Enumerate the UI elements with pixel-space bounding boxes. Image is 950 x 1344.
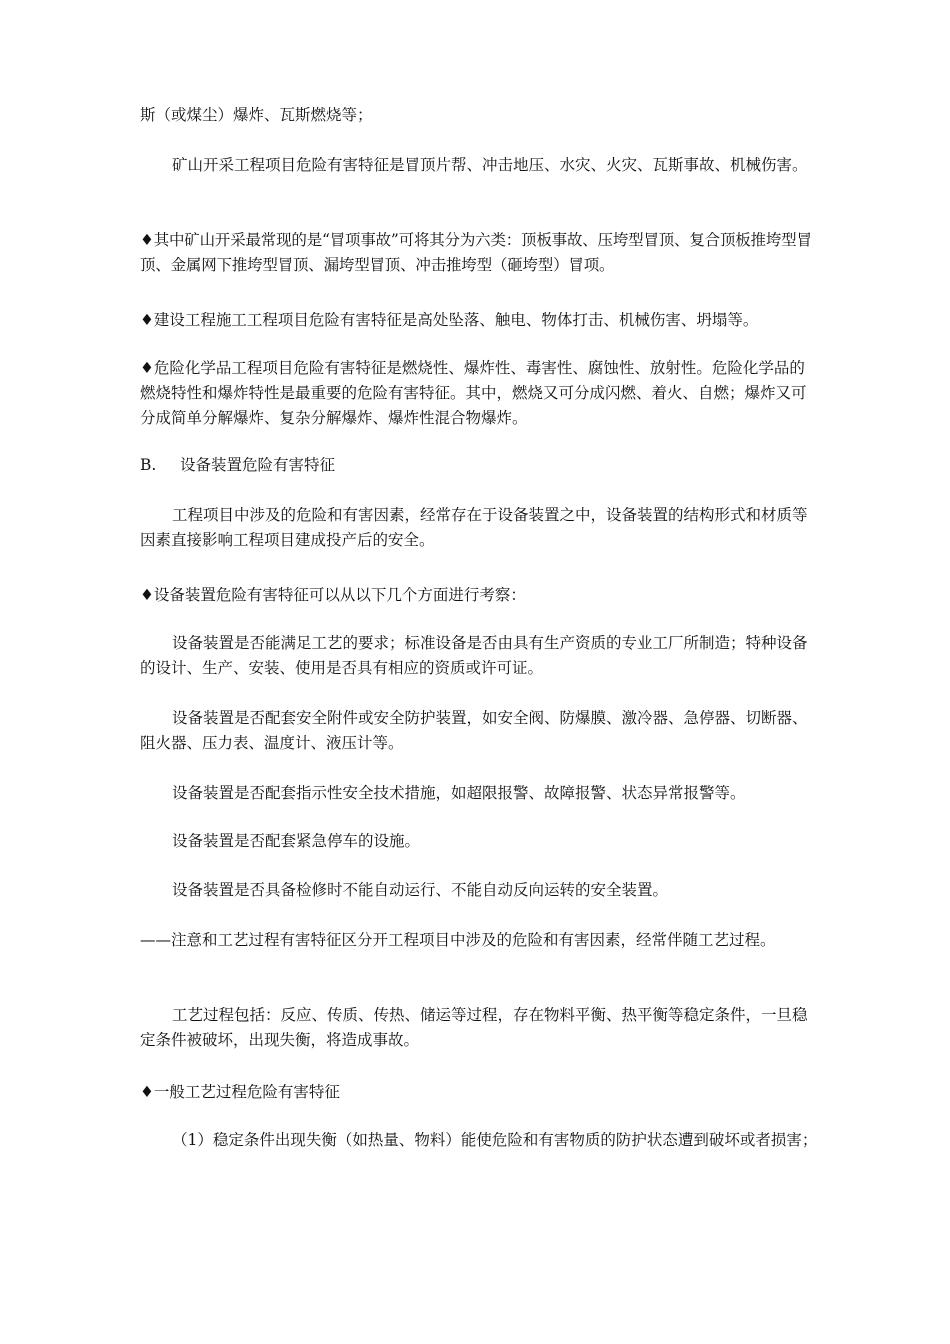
section-b-marker: B. xyxy=(140,456,157,474)
paragraph-roof-fall-types: ♦其中矿山开采最常现的是“冒项事故”可将其分为六类：顶板事故、压垮型冒顶、复合顶板推垮型冒顶、金属网下推垮型冒顶、漏垮型冒顶、冲击推垮型（砸垮型）冒项。 xyxy=(140,231,812,274)
paragraph-construction-hazards: ♦建设工程施工工程项目危险有害特征是高处坠落、触电、物体打击、机械伤害、坍塌等。 xyxy=(140,311,759,329)
paragraph-process-note: ——注意和工艺过程有害特征区分开工程项目中涉及的危险和有害因素，经常伴随工艺过程。 xyxy=(140,931,776,949)
paragraph-process-hazard-heading: ♦一般工艺过程危险有害特征 xyxy=(140,1083,340,1101)
paragraph-maintenance-safety: 设备装置是否具备检修时不能自动运行、不能自动反向运转的安全装置。 xyxy=(172,881,669,899)
paragraph-equipment-intro: 工程项目中涉及的危险和有害因素，经常存在于设备装置之中，设备装置的结构形式和材质等因素直接影响工程项目建成投产后的安全。 xyxy=(140,506,808,549)
paragraph-alarm-measures: 设备装置是否配套指示性安全技术措施，如超限报警、故障报警、状态异常报警等。 xyxy=(172,784,746,802)
paragraph-emergency-stop: 设备装置是否配套紧急停车的设施。 xyxy=(172,832,421,850)
paragraph-mining-hazards: 矿山开采工程项目危险有害特征是冒顶片帮、冲击地压、水灾、火灾、瓦斯事故、机械伤害。 xyxy=(172,156,808,174)
paragraph-process-includes: 工艺过程包括：反应、传质、传热、储运等过程，存在物料平衡、热平衡等稳定条件，一旦稳定条件被破坏，出现失衡，将造成事故。 xyxy=(140,1006,808,1049)
section-b-heading xyxy=(140,453,335,478)
paragraph-equipment-aspects: ♦设备装置危险有害特征可以从以下几个方面进行考察： xyxy=(140,586,526,604)
paragraph-gas-explosion: 斯（或煤尘）爆炸、瓦斯燃烧等； xyxy=(140,106,373,124)
paragraph-chemical-hazards: ♦危险化学品工程项目危险有害特征是燃烧性、爆炸性、毒害性、腐蚀性、放射性。危险化学品的燃烧特性和爆炸特性是最重要的危险有害特征。其中，燃烧又可分成闪燃、着火、自燃；爆炸又可分成简单分解爆炸、复杂分解爆炸、爆炸性混合物爆炸。 xyxy=(140,359,807,427)
paragraph-safety-accessories: 设备装置是否配套安全附件或安全防护装置，如安全阀、防爆膜、激冷器、急停器、切断器、阻火器、压力表、温度计、液压计等。 xyxy=(140,709,808,752)
section-b-title: 设备装置危险有害特征 xyxy=(180,456,336,474)
paragraph-imbalance-item-1: （1）稳定条件出现失衡（如热量、物料）能使危险和有害物质的防护状态遭到破坏或者损害； xyxy=(172,1131,818,1149)
paragraph-equipment-requirements: 设备装置是否能满足工艺的要求；标准设备是否由具有生产资质的专业工厂所制造；特种设备的设计、生产、安装、使用是否具有相应的资质或许可证。 xyxy=(140,634,808,677)
